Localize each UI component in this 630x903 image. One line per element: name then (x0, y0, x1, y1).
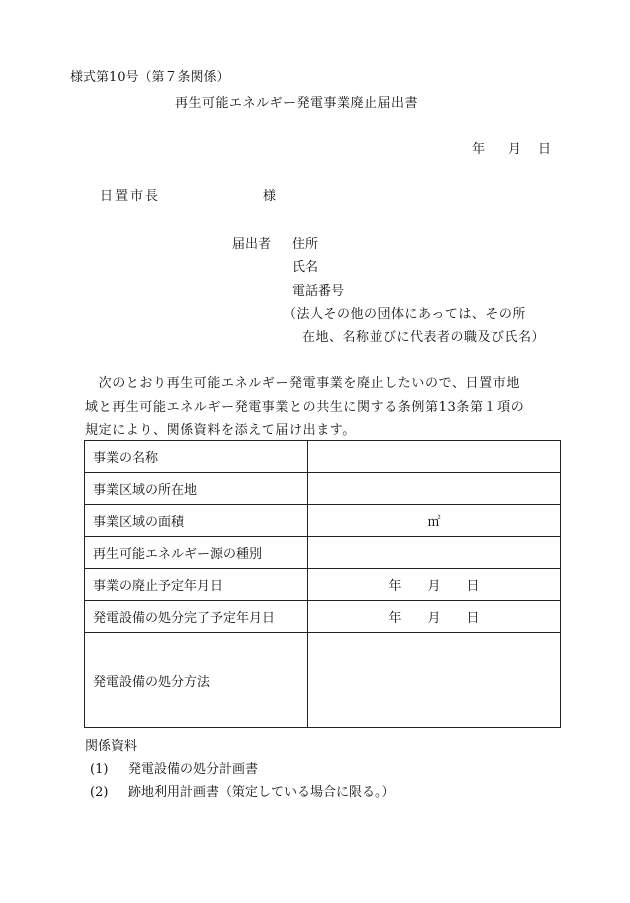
attachment-number: (1) (90, 762, 109, 777)
addressee-honorific: 様 (263, 189, 277, 204)
row-label-disposal-method: 発電設備の処分方法 (85, 633, 308, 728)
row-value-business-name (308, 441, 561, 473)
table-row (85, 537, 561, 569)
attachment-item (90, 781, 395, 800)
row-label-location: 事業区域の所在地 (85, 473, 308, 505)
attachment-text: 発電設備の処分計画書 (128, 762, 259, 777)
phone-label: 電話番号 (292, 284, 345, 299)
address-label: 住所 (292, 237, 319, 252)
date-month: 月 (508, 142, 522, 157)
row-label-area: 事業区域の面積 (85, 505, 308, 537)
info-table (84, 440, 561, 728)
applicant-label: 届出者 (232, 237, 272, 252)
attachments-title: 関係資料 (85, 739, 138, 754)
row-value-disposal-method (308, 633, 561, 728)
date-line (472, 138, 551, 157)
attachment-text: 跡地利用計画書（策定している場合に限る。） (128, 785, 395, 800)
addressee (100, 185, 277, 204)
table-row (85, 601, 561, 633)
table-row (85, 633, 561, 728)
attachment-number: (2) (90, 785, 109, 800)
body-line-1: 次のとおり再生可能エネルギー発電事業を廃止したいので、日置市地 (85, 376, 520, 391)
addressee-name: 日置市長 (100, 189, 161, 204)
form-number: 様式第10号（第７条関係） (70, 70, 230, 85)
row-label-abolition-date: 事業の廃止予定年月日 (85, 569, 308, 601)
body-line-3: 規定により、関係資料を添えて届け出ます。 (85, 423, 356, 438)
applicant-note-line1: （法人その他の団体にあっては、その所 (283, 307, 526, 322)
table-row (85, 441, 561, 473)
row-value-energy-type (308, 537, 561, 569)
row-label-disposal-date: 発電設備の処分完了予定年月日 (85, 601, 308, 633)
row-value-abolition-date: 年 月 日 (308, 569, 561, 601)
row-value-location (308, 473, 561, 505)
body-text (85, 372, 565, 443)
name-label: 氏名 (292, 260, 319, 275)
document-title: 再生可能エネルギー発電事業廃止届出書 (175, 96, 419, 111)
row-value-disposal-date: 年 月 日 (308, 601, 561, 633)
row-label-energy-type: 再生可能エネルギー源の種別 (85, 537, 308, 569)
table-row (85, 473, 561, 505)
table-row (85, 569, 561, 601)
table-row (85, 505, 561, 537)
date-day: 日 (538, 142, 552, 157)
row-label-business-name: 事業の名称 (85, 441, 308, 473)
date-year: 年 (472, 142, 486, 157)
attachment-item (90, 758, 258, 777)
body-line-2: 域と再生可能エネルギー発電事業との共生に関する条例第13条第１項の (85, 399, 525, 415)
row-value-area: ㎡ (308, 505, 561, 537)
applicant-note-line2: 在地、名称並びに代表者の職及び氏名） (302, 330, 546, 345)
